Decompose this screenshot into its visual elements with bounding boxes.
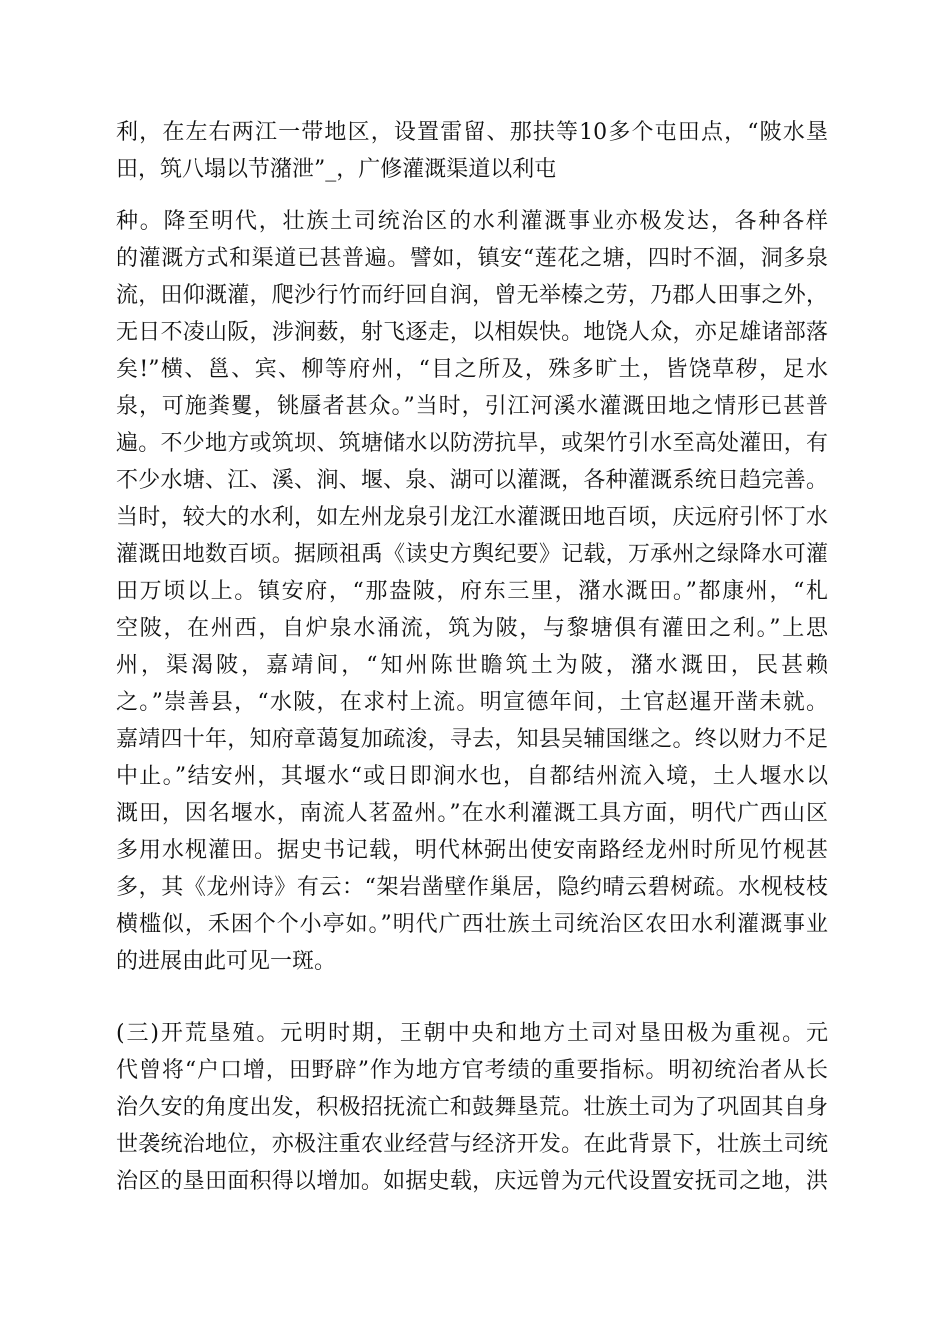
text-line: 中止。”结安州，其堰水“或日即涧水也，自都结州流入境，土人堰水以 [116,764,828,789]
text-line: 治区的垦田面积得以增加。如据史载，庆远曾为元代设置安抚司之地，洪 [116,1169,828,1194]
text-line: 多用水枧灌田。据史书记载，明代林弼出使安南路经龙州时所见竹枧甚 [116,838,828,863]
text-line: 之。”崇善县，“水陂，在求村上流。明宣德年间，土官赵暹开凿未就。 [116,690,828,715]
text-line: 种。降至明代，壮族土司统治区的水利灌溉事业亦极发达，各种各样 [116,209,828,234]
text-line: 利，在左右两江一带地区，设置雷留、那扶等10多个屯田点，“陂水垦 [116,120,828,145]
text-line: 治久安的角度出发，积极招抚流亡和鼓舞垦荒。壮族土司为了巩固其自身 [116,1095,828,1120]
text-line: 灌溉田地数百顷。据顾祖禹《读史方舆纪要》记载，万承州之绿降水可灌 [116,542,828,567]
text-line: 多，其《龙州诗》有云：“架岩凿壁作巢居，隐约晴云碧树疏。水枧枝枝 [116,875,828,900]
text-line: 田，筑八塌以节潴泄”_，广修灌溉渠道以利屯 [116,157,557,182]
text-line: 矣!”横、邕、宾、柳等府州，“目之所及，殊多旷土，皆饶草秽，足水 [116,357,828,382]
paragraph-irrigation [116,203,828,980]
text-line: 溉田，因名堰水，南流人茗盈州。”在水利灌溉工具方面，明代广西山区 [116,801,828,826]
text-line: 嘉靖四十年，知府章蔼复加疏浚，寻去，知县吴辅国继之。终以财力不足 [116,727,828,752]
text-line: 州，渠渴陂，嘉靖间，“知州陈世瞻筑土为陂，潴水溉田，民甚赖 [116,653,828,678]
text-line: 无日不凌山阪，涉涧薮，射飞逐走，以相娱快。地饶人众，亦足雄诸部落 [116,320,828,345]
text-line: 不少水塘、江、溪、涧、堰、泉、湖可以灌溉，各种灌溉系统日趋完善。 [116,468,828,493]
text-line: 田万顷以上。镇安府，“那盎陂，府东三里，潴水溉田。”都康州，“札 [116,579,828,604]
text-line: 的进展由此可见一斑。 [116,949,337,974]
text-line: 代曾将“户口增，田野辟”作为地方官考绩的重要指标。明初统治者从长 [116,1058,828,1083]
paragraph-tuntian [116,114,828,188]
text-line: 泉，可施粪矍，铫蜃者甚众。”当时，引江河溪水灌溉田地之情形已甚普 [116,394,828,419]
paragraph-land-reclamation [116,1015,828,1200]
text-line: 当时，较大的水利，如左州龙泉引龙江水灌溉田地百顷，庆远府引怀丁水 [116,505,828,530]
text-line: 流，田仰溉灌，爬沙行竹而纡回自润，曾无举榛之劳，乃郡人田事之外， [116,283,828,308]
text-line: 空陂，在州西，自炉泉水涌流，筑为陂，与黎塘俱有灌田之利。”上思 [116,616,828,641]
text-line: 横槛似，禾困个个小亭如。”明代广西壮族土司统治区农田水利灌溉事业 [116,912,828,937]
text-line: 世袭统治地位，亦极注重农业经营与经济开发。在此背景下，壮族土司统 [116,1132,828,1157]
text-line: 遍。不少地方或筑坝、筑塘储水以防涝抗旱，或架竹引水至高处灌田，有 [116,431,828,456]
text-line: (三)开荒垦殖。元明时期，王朝中央和地方土司对垦田极为重视。元 [116,1021,828,1046]
text-line: 的灌溉方式和渠道已甚普遍。譬如，镇安“莲花之塘，四时不涸，洞多泉 [116,246,828,271]
